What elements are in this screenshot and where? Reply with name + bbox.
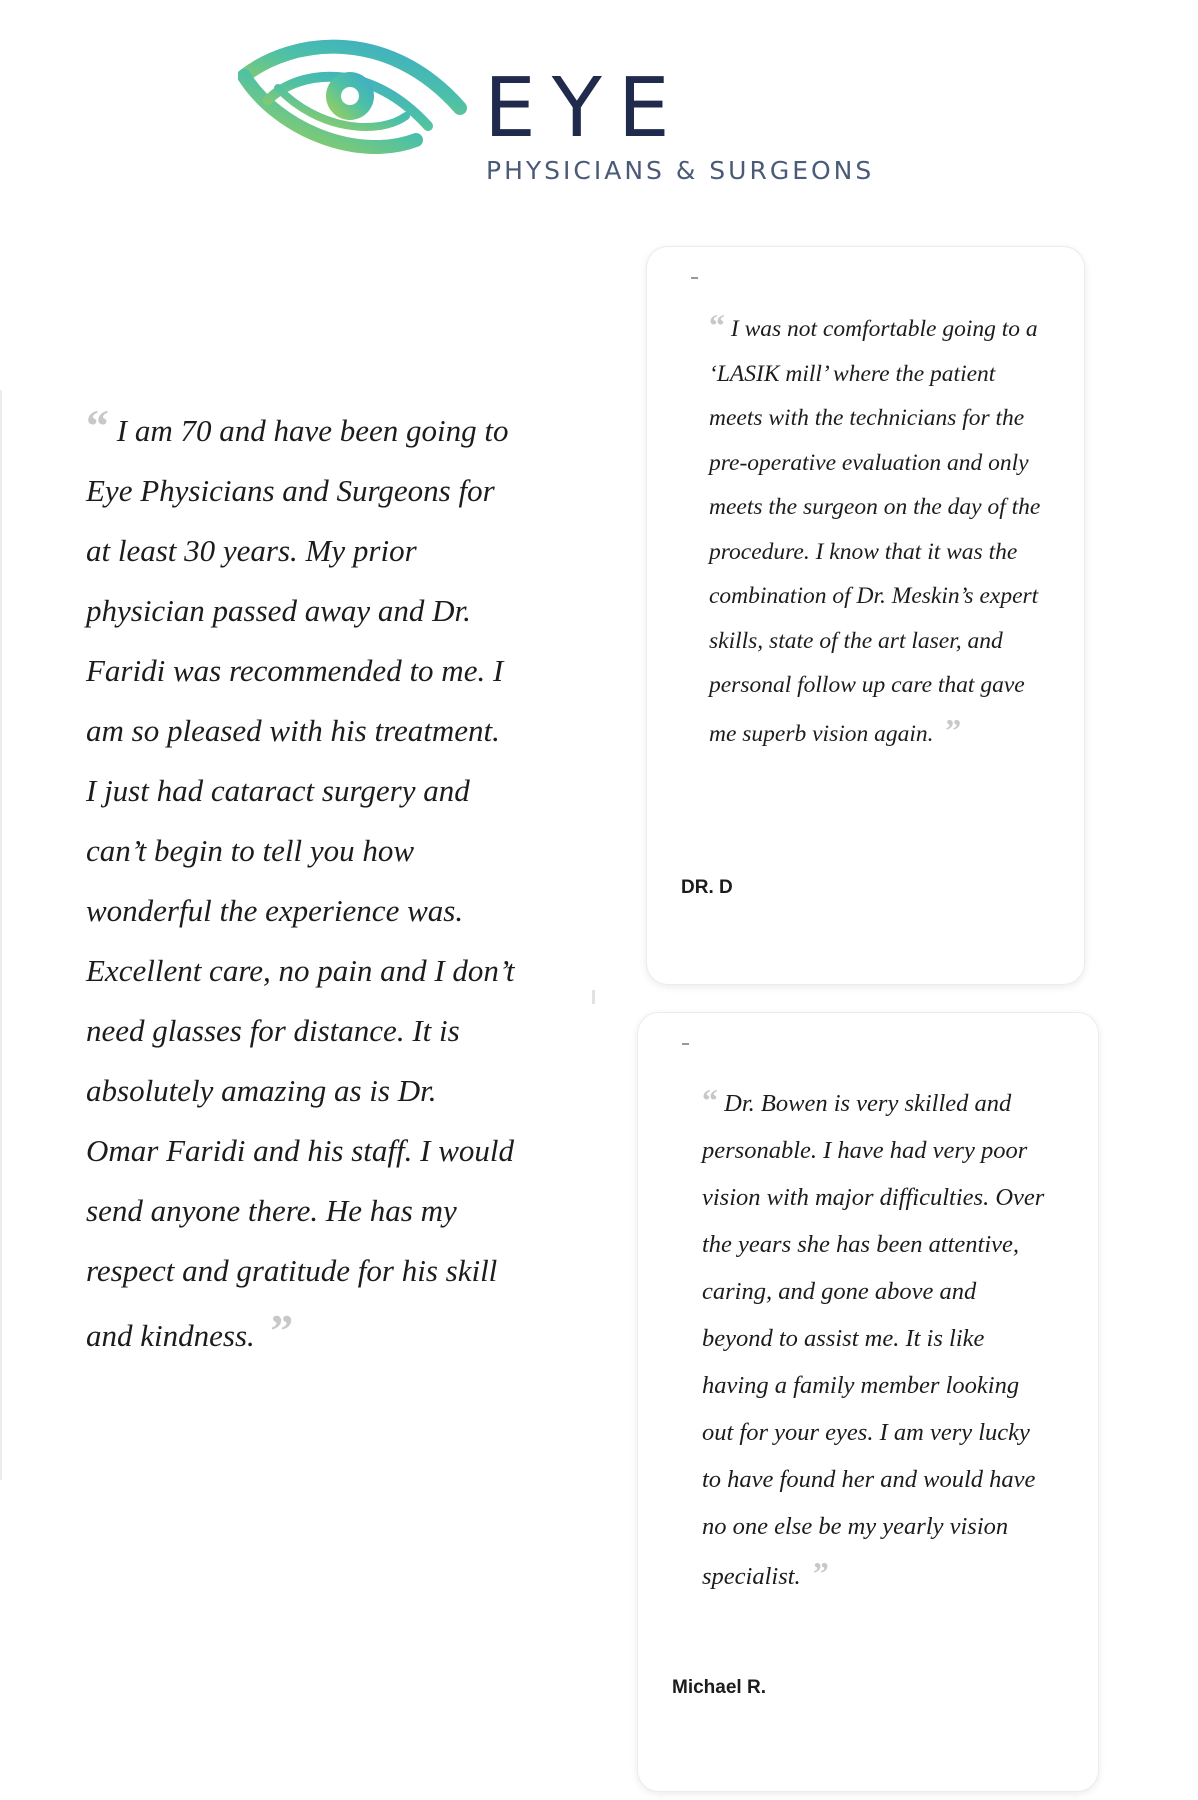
brand-logo — [238, 30, 878, 185]
card-dash — [691, 277, 698, 279]
open-quote-mark: “ — [86, 400, 109, 451]
left-edge-divider — [0, 390, 2, 1480]
close-quote-mark: ” — [270, 1305, 294, 1356]
eye-logo-icon — [238, 30, 468, 160]
testimonial-text: I was not comfortable going to a ‘LASIK mill’ where the patient meets with the technicians for the pre-operative evaluation and only meets the surgeon on the day of the procedure. I know that it was the combination of Dr. Meskin’s expert skills, state of the art laser, and personal follow up care that gave me superb vision again. — [709, 316, 1041, 747]
open-quote-mark: “ — [702, 1082, 718, 1118]
testimonial-quote — [709, 303, 1044, 756]
open-quote-mark: “ — [709, 307, 725, 343]
testimonial-quote — [702, 1077, 1052, 1600]
close-quote-mark: ” — [812, 1555, 829, 1591]
main-testimonial — [86, 396, 516, 1366]
close-quote-mark: ” — [945, 711, 962, 748]
testimonial-text: Dr. Bowen is very skilled and personable. I have had very poor vision with major difficulties. Over the years she has been attentive, caring, and gone above and beyond to assist me. It is like having a family member looking out for your eyes. I am very lucky to have found her and would have no one else be my yearly vision specialist. — [702, 1090, 1045, 1590]
brand-name: EYE — [484, 61, 686, 156]
brand-subtitle: PHYSICIANS & SURGEONS — [486, 156, 875, 185]
main-testimonial-text: I am 70 and have been going to Eye Physicians and Surgeons for at least 30 years. My prior physician passed away and Dr. Faridi was recommended to me. I am so pleased with his treatment. I just had cataract surgery and can’t begin to tell you how wonderful the experience was. Excellent care, no pain and I don’t need glasses for distance. It is absolutely amazing as is Dr. Omar Faridi and his staff. I would send anyone there. He has my respect and gratitude for his skill and kindness. — [86, 413, 515, 1353]
card-dash — [682, 1043, 689, 1045]
testimonial-card — [637, 1012, 1099, 1792]
divider-speck — [592, 990, 595, 1004]
testimonial-author: Michael R. — [672, 1677, 766, 1698]
testimonial-card — [646, 246, 1085, 985]
testimonial-author: DR. D — [681, 877, 733, 898]
